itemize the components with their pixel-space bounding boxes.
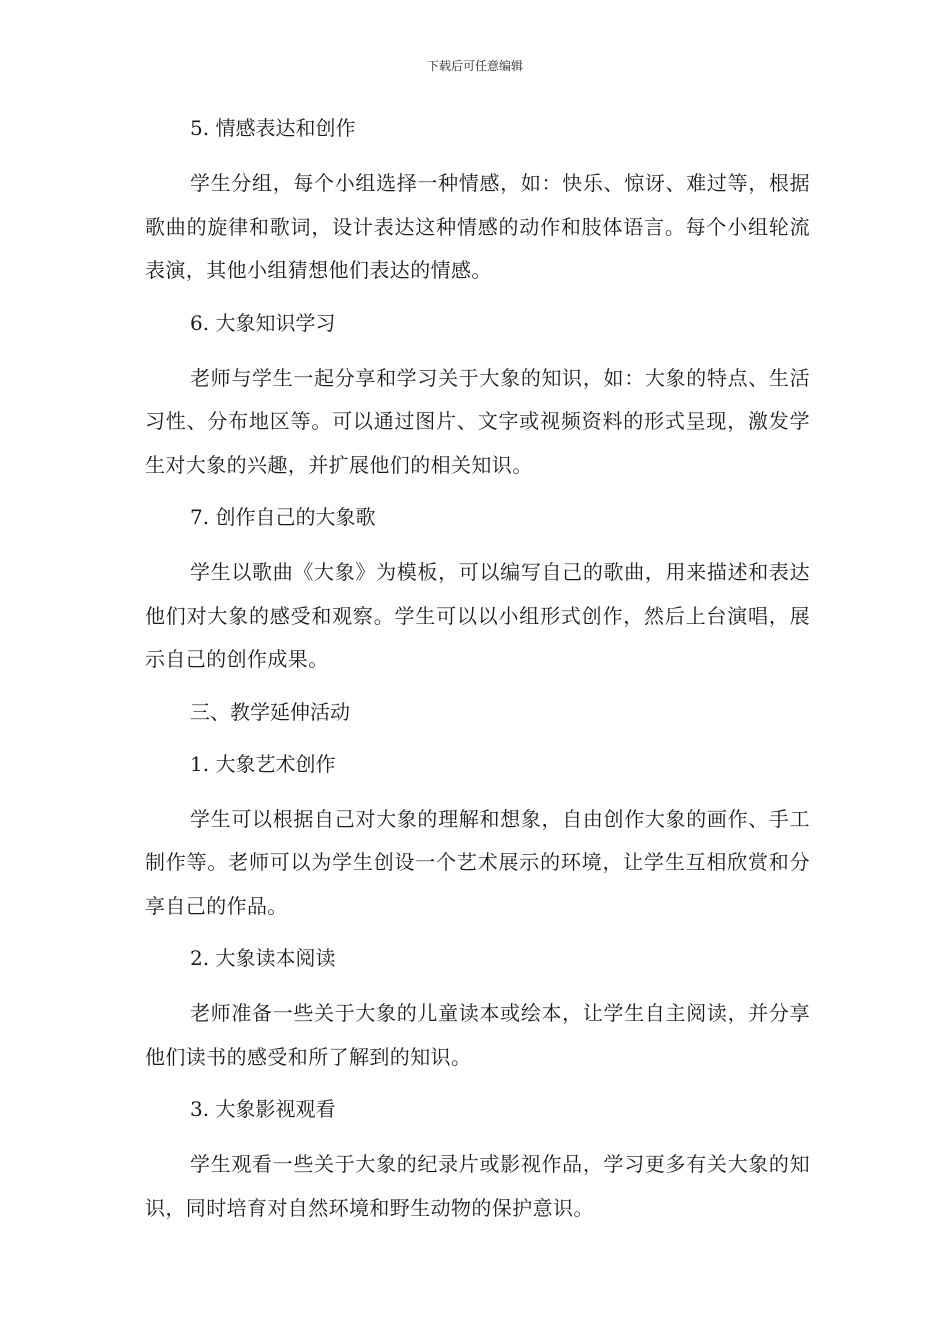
section-heading-elephant-knowledge: 6. 大象知识学习 xyxy=(190,310,336,335)
paragraph-film-watching: 学生观看一些关于大象的纪录片或影视作品，学习更多有关大象的知识，同时培育对自然环境和野生动物的保护意识。 xyxy=(145,1152,810,1220)
chapter-heading-extension-activities: 三、教学延伸活动 xyxy=(190,699,350,724)
paragraph-book-reading: 老师准备一些关于大象的儿童读本或绘本，让学生自主阅读，并分享他们读书的感受和所了解到的知识。 xyxy=(145,1001,810,1069)
page-header-note: 下载后可任意编辑 xyxy=(426,59,523,73)
section-heading-create-song: 7. 创作自己的大象歌 xyxy=(190,505,376,529)
section-heading-book-reading: 2. 大象读本阅读 xyxy=(190,946,336,970)
document-body xyxy=(145,110,810,1242)
section-heading-film-watching: 3. 大象影视观看 xyxy=(190,1097,336,1121)
paragraph-emotion-expression: 学生分组，每个小组选择一种情感，如：快乐、惊讶、难过等，根据歌曲的旋律和歌词，设计表达这种情感的动作和肢体语言。每个小组轮流表演，其他小组猜想他们表达的情感。 xyxy=(145,171,810,282)
section-heading-art-creation: 1. 大象艺术创作 xyxy=(190,751,336,776)
paragraph-create-song: 学生以歌曲《大象》为模板，可以编写自己的歌曲，用来描述和表达他们对大象的感受和观察。学生可以以小组形式创作，然后上台演唱，展示自己的创作成果。 xyxy=(145,560,810,671)
paragraph-art-creation: 学生可以根据自己对大象的理解和想象，自由创作大象的画作、手工制作等。老师可以为学生创设一个艺术展示的环境，让学生互相欣赏和分享自己的作品。 xyxy=(145,806,810,918)
section-heading-emotion-expression: 5. 情感表达和创作 xyxy=(190,116,356,140)
paragraph-elephant-knowledge: 老师与学生一起分享和学习关于大象的知识，如：大象的特点、生活习性、分布地区等。可以通过图片、文字或视频资料的形式呈现，激发学生对大象的兴趣，并扩展他们的相关知识。 xyxy=(145,365,810,477)
